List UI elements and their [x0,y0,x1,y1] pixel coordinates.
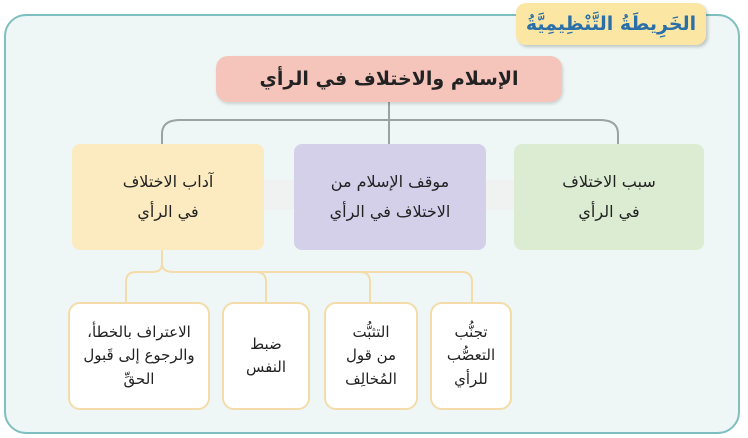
leaf-line: الحقِّ [123,369,155,388]
branch-islam-position-line1: موقف الإسلام من [330,171,450,191]
leaf-line: من قول [345,346,397,365]
root-node-label: الإسلام والاختلاف في الرأي [259,67,519,90]
link-adab-leaves-2 [162,264,266,302]
leaf-avoid-bias [430,302,512,410]
connector-yellow-purple [264,180,294,210]
leaf-line: النفس [246,358,286,376]
leaf-admit-mistake [68,302,210,410]
leaf-line: الاعتراف بالخطأ، [87,323,191,342]
branch-cause-line1: سبب الاختلاف [562,171,656,191]
branch-etiquette [72,144,264,250]
link-root-left [162,102,389,144]
leaf-line: للرأي [454,369,488,388]
link-adab-leaves-3 [256,272,370,302]
leaf-line: تجنُّب [454,323,488,342]
link-root-right [389,120,618,144]
leaf-line: التثبُّت [352,323,390,342]
leaf-line: التعصُّب [446,346,496,365]
branch-etiquette-line1: آداب الاختلاف [122,171,214,191]
branch-cause-line2: في الرأي [578,202,640,221]
branch-islam-position [294,144,486,250]
leaf-line: ضبط [250,334,282,353]
branch-etiquette-line2: في الرأي [137,202,199,221]
link-adab-leaves-4 [360,272,472,302]
leaf-verify-opponent [324,302,418,410]
connector-purple-green [486,180,514,210]
leaf-self-control [222,302,310,410]
root-node [216,56,562,102]
branch-cause [514,144,704,250]
branch-islam-position-line2: الاختلاف في الرأي [329,202,451,221]
leaf-line: المُخالِف [345,369,397,388]
section-title-text: الخَرِيطَةُ التَّنْظِيمِيَّةُ [525,13,697,35]
link-adab-leaves [126,250,162,302]
leaf-line: والرجوع إلى قَبول [83,346,195,365]
